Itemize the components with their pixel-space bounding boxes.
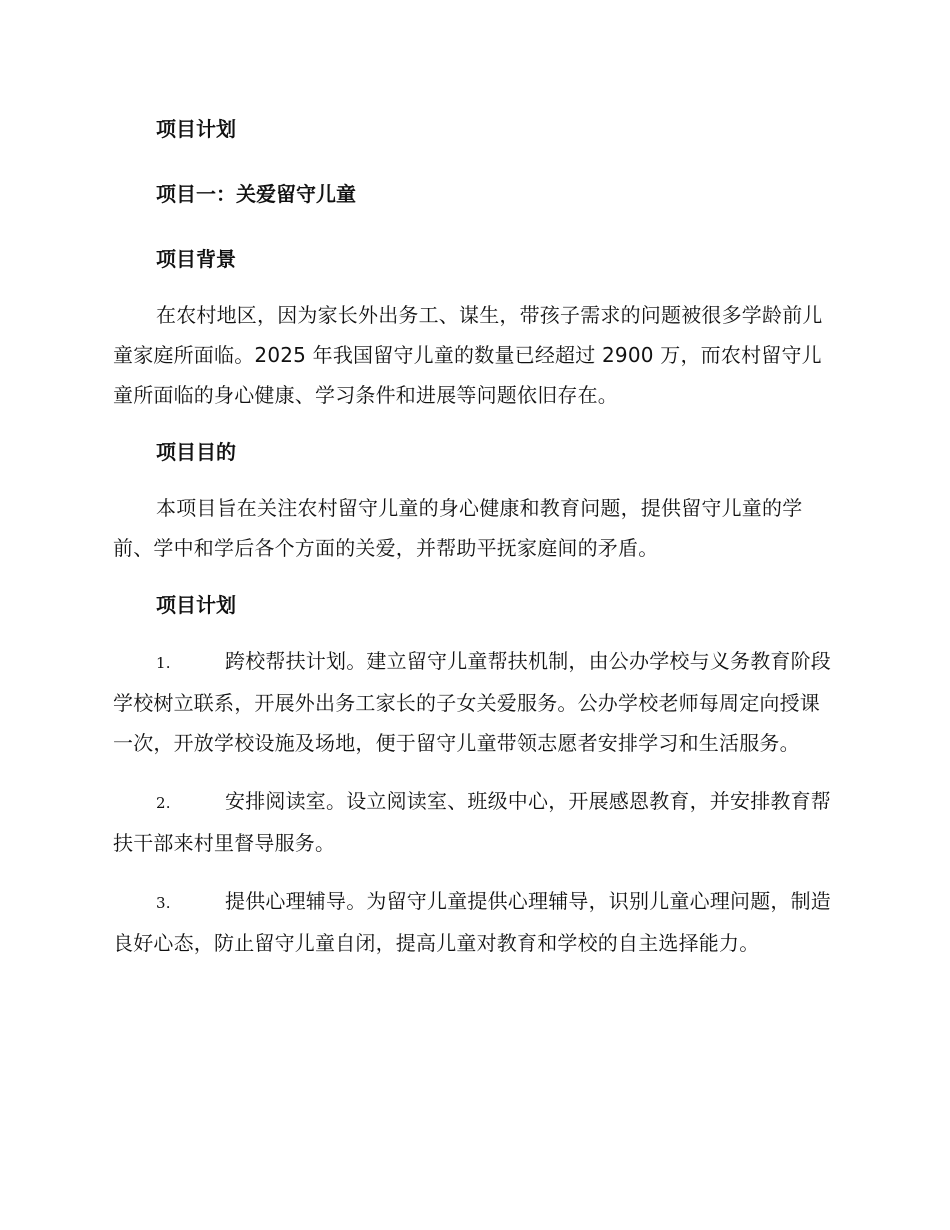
list-number: 1. [156, 654, 171, 672]
plan-heading: 项目计划 [156, 593, 236, 617]
plan-item-3 [113, 881, 833, 963]
document-body [113, 110, 833, 963]
list-number: 3. [156, 894, 171, 912]
background-paragraph: 在农村地区，因为家长外出务工、谋生，带孩子需求的问题被很多学龄前儿童家庭所面临。2025 年我国留守儿童的数量已经超过 2900 万，而农村留守儿童所面临的身心健康、学习条件和进展等问题依旧存在。 [113, 303, 823, 407]
doc-title: 项目计划 [156, 117, 236, 141]
list-number: 2. [156, 794, 171, 812]
plan-item-1 [113, 641, 833, 763]
purpose-paragraph: 本项目旨在关注农村留守儿童的身心健康和教育问题，提供留守儿童的学前、学中和学后各个方面的关爱，并帮助平抚家庭间的矛盾。 [113, 496, 803, 560]
list-item-text: 提供心理辅导。为留守儿童提供心理辅导，识别儿童心理问题，制造良好心态，防止留守儿童自闭，提高儿童对教育和学校的自主选择能力。 [113, 889, 831, 955]
background-heading: 项目背景 [156, 247, 236, 271]
project-heading: 项目一：关爱留守儿童 [156, 182, 356, 206]
purpose-heading: 项目目的 [156, 440, 236, 464]
plan-item-2 [113, 781, 833, 863]
list-item-text: 跨校帮扶计划。建立留守儿童帮扶机制，由公办学校与义务教育阶段学校树立联系，开展外出务工家长的子女关爱服务。公办学校老师每周定向授课一次，开放学校设施及场地，便于留守儿童带领志愿者安排学习和生活服务。 [113, 649, 831, 755]
list-item-text: 安排阅读室。设立阅读室、班级中心，开展感恩教育，并安排教育帮扶干部来村里督导服务。 [113, 789, 831, 855]
